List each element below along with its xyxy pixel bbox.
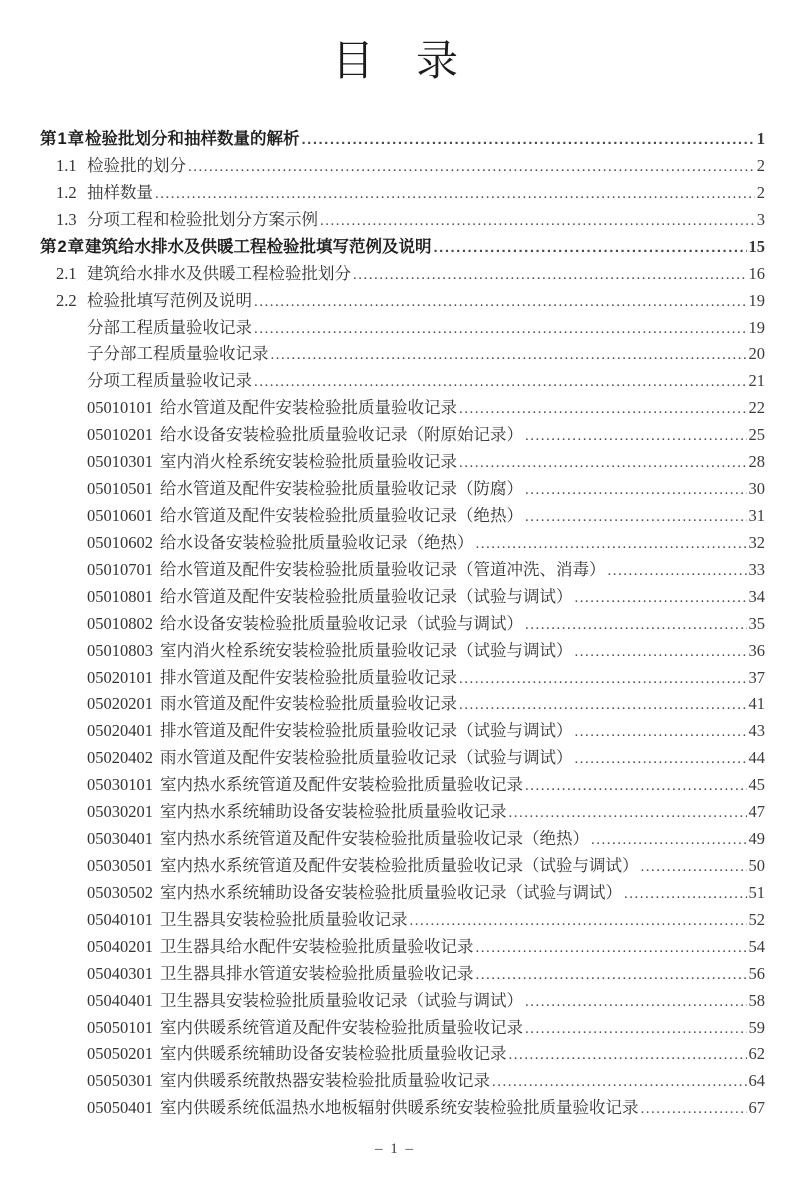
toc-entry-number: 05030201 <box>87 802 153 822</box>
toc-entry-number: 05050201 <box>87 1044 153 1064</box>
toc-entry-label: 分项工程和检验批划分方案示例 <box>87 209 318 229</box>
toc-entry-number: 05050101 <box>87 1017 153 1037</box>
toc-entry-page: 20 <box>748 344 765 364</box>
toc-entry-page: 49 <box>748 829 765 849</box>
toc-entry <box>40 1095 765 1122</box>
toc-entry <box>40 961 765 988</box>
dotted-leader <box>575 639 747 666</box>
dotted-leader <box>459 666 747 693</box>
dotted-leader <box>525 612 747 639</box>
toc-entry-label: 给水设备安装检验批质量验收记录（试验与调试） <box>160 613 523 633</box>
toc-entry <box>40 476 765 503</box>
dotted-leader <box>254 289 747 316</box>
dotted-leader <box>509 1042 747 1069</box>
dotted-leader <box>575 585 747 612</box>
toc-entry-page: 58 <box>748 990 765 1010</box>
toc-entry <box>40 907 765 934</box>
toc-entry-number: 第2章 <box>40 237 86 256</box>
dotted-leader <box>353 262 747 289</box>
toc-entry-number: 05030101 <box>87 775 153 795</box>
toc-entry-page: 3 <box>756 209 765 229</box>
toc-entry-page: 52 <box>748 909 765 929</box>
toc-list <box>0 126 790 1122</box>
toc-entry <box>40 772 765 799</box>
toc-entry <box>40 665 765 692</box>
toc-entry-number: 1.3 <box>56 209 77 229</box>
toc-entry-number: 05030401 <box>87 829 153 849</box>
dotted-leader <box>459 692 747 719</box>
dotted-leader <box>509 800 747 827</box>
dotted-leader <box>525 504 747 531</box>
toc-entry-number: 05010501 <box>87 479 153 499</box>
toc-entry-number: 05010803 <box>87 640 153 660</box>
page-title: 目 录 <box>331 39 458 85</box>
toc-entry-page: 34 <box>748 586 765 606</box>
toc-entry <box>40 341 765 368</box>
dotted-leader <box>641 854 747 881</box>
toc-entry-label: 分部工程质量验收记录 <box>87 317 252 337</box>
dotted-leader <box>525 773 747 800</box>
toc-entry <box>40 503 765 530</box>
dotted-leader <box>410 908 747 935</box>
toc-entry <box>40 718 765 745</box>
toc-entry-page: 33 <box>748 559 765 579</box>
toc-entry-number: 1.2 <box>56 182 77 202</box>
dotted-leader <box>476 935 747 962</box>
toc-entry-number: 05020402 <box>87 748 153 768</box>
toc-entry <box>40 395 765 422</box>
toc-entry <box>40 126 765 153</box>
toc-entry-label: 卫生器具给水配件安装检验批质量验收记录 <box>160 936 474 956</box>
dotted-leader <box>188 154 755 181</box>
toc-entry <box>40 799 765 826</box>
toc-entry-number: 05040401 <box>87 990 153 1010</box>
toc-entry-label: 卫生器具安装检验批质量验收记录（试验与调试） <box>160 990 523 1010</box>
toc-entry <box>40 530 765 557</box>
toc-entry-label: 给水管道及配件安装检验批质量验收记录（防腐） <box>160 479 523 499</box>
toc-entry-label: 室内供暖系统管道及配件安装检验批质量验收记录 <box>160 1017 523 1037</box>
toc-entry <box>40 315 765 342</box>
dotted-leader <box>575 719 747 746</box>
toc-entry <box>40 691 765 718</box>
dotted-leader <box>525 423 747 450</box>
dotted-leader <box>525 989 747 1016</box>
toc-entry-label: 卫生器具安装检验批质量验收记录 <box>160 909 408 929</box>
toc-entry-label: 检验批的划分 <box>87 156 186 176</box>
toc-entry-label: 室内消火栓系统安装检验批质量验收记录（试验与调试） <box>160 640 573 660</box>
dotted-leader <box>476 531 747 558</box>
toc-entry-page: 30 <box>748 479 765 499</box>
toc-entry <box>40 288 765 315</box>
toc-entry-page: 41 <box>748 694 765 714</box>
toc-entry-label: 雨水管道及配件安装检验批质量验收记录 <box>160 694 457 714</box>
toc-entry-number: 第1章 <box>40 130 86 149</box>
toc-entry <box>40 745 765 772</box>
toc-entry-page: 47 <box>748 802 765 822</box>
toc-entry <box>40 261 765 288</box>
toc-entry-label: 检验批划分和抽样数量的解析 <box>85 130 300 149</box>
dotted-leader <box>608 558 747 585</box>
toc-entry-number: 05020201 <box>87 694 153 714</box>
toc-entry <box>40 368 765 395</box>
toc-entry-label: 给水设备安装检验批质量验收记录（绝热） <box>160 532 474 552</box>
toc-entry-label: 室内热水系统管道及配件安装检验批质量验收记录（试验与调试） <box>160 855 639 875</box>
toc-entry-label: 室内消火栓系统安装检验批质量验收记录 <box>160 452 457 472</box>
toc-entry-label: 室内热水系统辅助设备安装检验批质量验收记录（试验与调试） <box>160 882 622 902</box>
toc-entry-label: 抽样数量 <box>87 182 153 202</box>
toc-entry-label: 室内供暖系统散热器安装检验批质量验收记录 <box>160 1071 490 1091</box>
dotted-leader <box>641 1096 747 1123</box>
toc-entry-page: 25 <box>748 425 765 445</box>
toc-entry-label: 检验批填写范例及说明 <box>87 290 252 310</box>
toc-entry-label: 室内供暖系统辅助设备安装检验批质量验收记录 <box>160 1044 507 1064</box>
dotted-leader <box>591 827 747 854</box>
dotted-leader <box>492 1069 747 1096</box>
toc-entry-label: 卫生器具排水管道安装检验批质量验收记录 <box>160 963 474 983</box>
toc-entry-page: 54 <box>748 936 765 956</box>
toc-entry-label: 建筑给水排水及供暖工程检验批划分 <box>87 263 351 283</box>
dotted-leader <box>434 235 747 262</box>
toc-entry-page: 51 <box>748 882 765 902</box>
toc-entry-number: 1.1 <box>56 156 77 176</box>
toc-entry-label: 室内热水系统辅助设备安装检验批质量验收记录 <box>160 802 507 822</box>
dotted-leader <box>302 127 755 154</box>
toc-entry-page: 35 <box>748 613 765 633</box>
toc-entry-number: 05010802 <box>87 613 153 633</box>
toc-entry-page: 37 <box>748 667 765 687</box>
toc-entry-page: 36 <box>748 640 765 660</box>
footer-page-number: – 1 – <box>375 1141 415 1157</box>
toc-entry <box>40 826 765 853</box>
toc-entry-number: 05030502 <box>87 882 153 902</box>
toc-entry <box>40 988 765 1015</box>
toc-entry-page: 22 <box>748 398 765 418</box>
toc-entry <box>40 584 765 611</box>
toc-entry-number: 05040201 <box>87 936 153 956</box>
dotted-leader <box>155 181 755 208</box>
toc-entry <box>40 880 765 907</box>
toc-entry <box>40 611 765 638</box>
dotted-leader <box>459 450 747 477</box>
toc-entry-label: 分项工程质量验收记录 <box>87 371 252 391</box>
toc-entry-page: 62 <box>748 1044 765 1064</box>
toc-entry-page: 2 <box>756 156 765 176</box>
toc-entry-number: 05010301 <box>87 452 153 472</box>
dotted-leader <box>575 746 747 773</box>
toc-entry-page: 59 <box>748 1017 765 1037</box>
toc-entry-number: 2.2 <box>56 290 77 310</box>
toc-entry-number: 05010201 <box>87 425 153 445</box>
toc-entry <box>40 853 765 880</box>
toc-entry-page: 45 <box>748 775 765 795</box>
toc-entry-page: 64 <box>748 1071 765 1091</box>
toc-entry-number: 05050301 <box>87 1071 153 1091</box>
dotted-leader <box>320 208 755 235</box>
toc-entry-label: 排水管道及配件安装检验批质量验收记录（试验与调试） <box>160 721 573 741</box>
toc-entry-page: 21 <box>748 371 765 391</box>
toc-entry <box>40 180 765 207</box>
dotted-leader <box>476 962 747 989</box>
toc-entry-number: 05010801 <box>87 586 153 606</box>
toc-entry <box>40 1041 765 1068</box>
toc-entry-number: 05010602 <box>87 532 153 552</box>
toc-entry-label: 室内热水系统管道及配件安装检验批质量验收记录（绝热） <box>160 829 589 849</box>
toc-entry-page: 15 <box>748 236 765 256</box>
toc-entry-page: 28 <box>748 452 765 472</box>
dotted-leader <box>459 396 747 423</box>
toc-entry-page: 31 <box>748 506 765 525</box>
toc-entry-page: 43 <box>748 721 765 741</box>
toc-entry <box>40 207 765 234</box>
toc-entry-page: 1 <box>756 129 765 149</box>
toc-entry-label: 排水管道及配件安装检验批质量验收记录 <box>160 667 457 687</box>
toc-entry <box>40 557 765 584</box>
toc-entry-number: 05010101 <box>87 398 153 418</box>
toc-entry-page: 44 <box>748 748 765 768</box>
dotted-leader <box>271 342 747 369</box>
toc-entry <box>40 422 765 449</box>
toc-entry <box>40 1015 765 1042</box>
dotted-leader <box>525 1016 747 1043</box>
dotted-leader <box>254 369 747 396</box>
toc-entry-page: 2 <box>756 182 765 202</box>
toc-entry-number: 05040101 <box>87 909 153 929</box>
toc-entry-number: 05020101 <box>87 667 153 687</box>
toc-entry-label: 子分部工程质量验收记录 <box>87 344 269 364</box>
toc-entry-page: 16 <box>748 263 765 283</box>
dotted-leader <box>525 477 747 504</box>
toc-entry <box>40 1068 765 1095</box>
toc-entry-number: 05010701 <box>87 559 153 579</box>
toc-entry-label: 建筑给水排水及供暖工程检验批填写范例及说明 <box>85 237 432 256</box>
toc-entry-number: 2.1 <box>56 263 77 283</box>
toc-entry-page: 19 <box>748 317 765 337</box>
toc-entry-page: 67 <box>748 1098 765 1118</box>
toc-entry-page: 56 <box>748 963 765 983</box>
toc-entry <box>40 638 765 665</box>
toc-entry-number: 05020401 <box>87 721 153 741</box>
toc-entry-page: 50 <box>748 855 765 875</box>
toc-entry <box>40 934 765 961</box>
toc-entry-label: 室内热水系统管道及配件安装检验批质量验收记录 <box>160 775 523 795</box>
toc-entry-label: 给水管道及配件安装检验批质量验收记录（管道冲洗、消毒） <box>160 559 606 579</box>
toc-entry-number: 05050401 <box>87 1098 153 1118</box>
toc-entry-number: 05040301 <box>87 963 153 983</box>
toc-entry-label: 给水管道及配件安装检验批质量验收记录 <box>160 398 457 418</box>
toc-entry-label: 室内供暖系统低温热水地板辐射供暖系统安装检验批质量验收记录 <box>160 1098 639 1118</box>
toc-entry-label: 雨水管道及配件安装检验批质量验收记录（试验与调试） <box>160 748 573 768</box>
toc-entry-number: 05010601 <box>87 506 153 525</box>
toc-entry-label: 给水设备安装检验批质量验收记录（附原始记录） <box>160 425 523 445</box>
toc-entry-number: 05030501 <box>87 855 153 875</box>
dotted-leader <box>254 316 747 343</box>
toc-entry-page: 19 <box>748 290 765 310</box>
toc-entry-label: 给水管道及配件安装检验批质量验收记录（绝热） <box>160 506 523 525</box>
dotted-leader <box>624 881 747 908</box>
toc-entry <box>40 153 765 180</box>
toc-entry <box>40 449 765 476</box>
toc-entry <box>40 234 765 261</box>
toc-entry-page: 32 <box>748 532 765 552</box>
toc-entry-label: 给水管道及配件安装检验批质量验收记录（试验与调试） <box>160 586 573 606</box>
